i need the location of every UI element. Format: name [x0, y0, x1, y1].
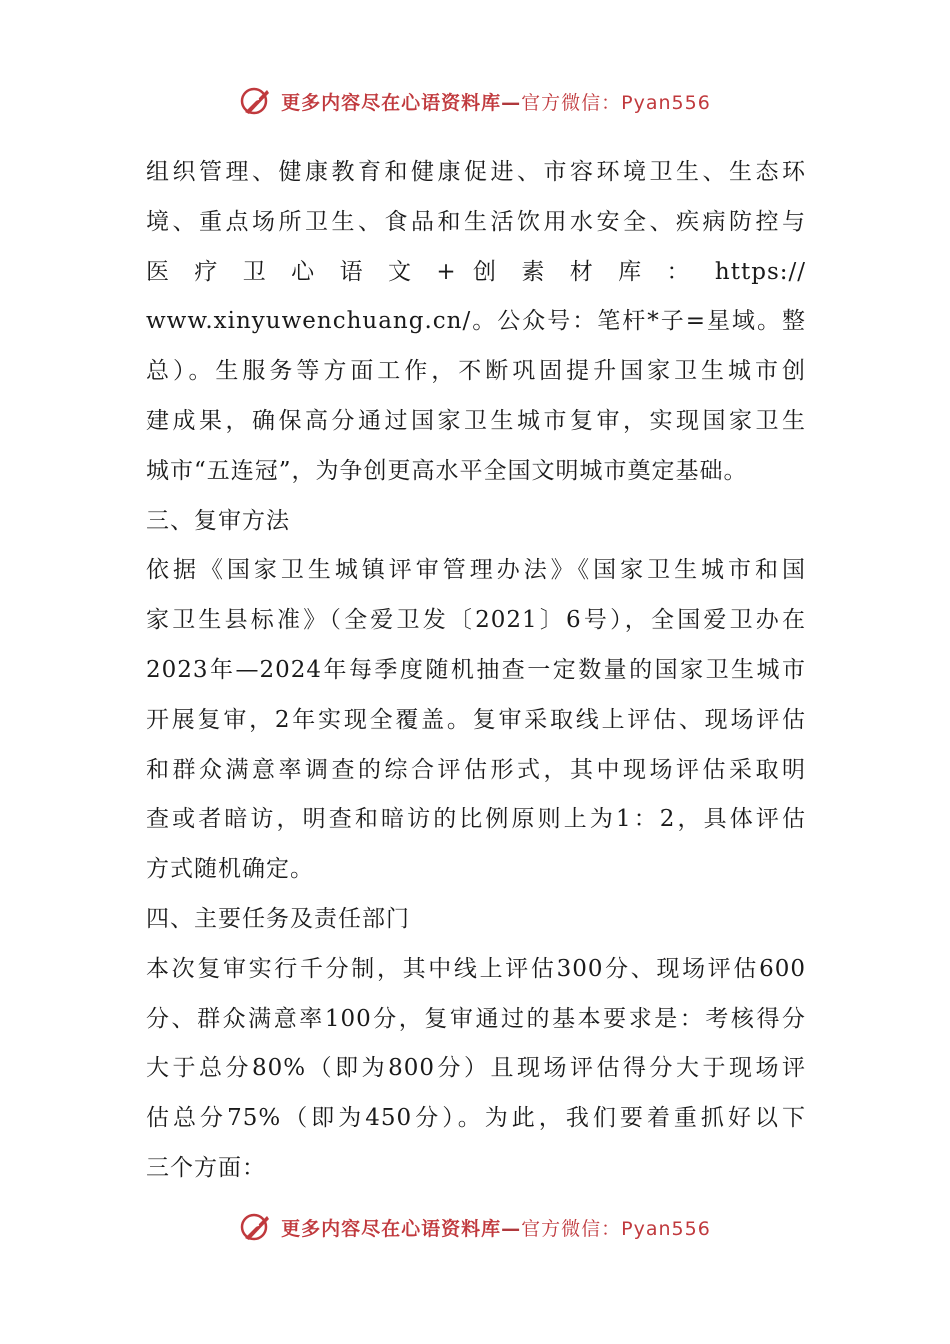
watermark-brand: 更多内容尽在心语资料库 — [281, 1217, 502, 1240]
quill-logo-icon — [239, 1210, 273, 1244]
paragraph-line: 大于总分80%（即为800分）且现场评估得分大于现场评 — [146, 1055, 806, 1082]
paragraph-line: 2023年—2024年每季度随机抽查一定数量的国家卫生城市 — [146, 656, 806, 683]
paragraph-line: 本次复审实行千分制，其中线上评估300分、现场评估600 — [146, 955, 806, 982]
paragraph-line: 和群众满意率调查的综合评估形式，其中现场评估采取明 — [146, 756, 806, 783]
section-heading-3: 三、复审方法 — [146, 507, 290, 534]
paragraph-line: 估总分75%（即为450分）。为此，我们要着重抓好以下 — [146, 1105, 806, 1132]
watermark-text — [281, 1214, 711, 1241]
watermark-text — [281, 88, 711, 115]
watermark-wechat: 官方微信：Pyan556 — [521, 1217, 711, 1240]
paragraph-line: 依据《国家卫生城镇评审管理办法》《国家卫生城市和国 — [146, 557, 806, 584]
paragraph-line: 总）。生服务等方面工作，不断巩固提升国家卫生城市创 — [146, 358, 806, 385]
paragraph-line: 分、群众满意率100分，复审通过的基本要求是：考核得分 — [146, 1005, 806, 1032]
paragraph-line: 组织管理、健康教育和健康促进、市容环境卫生、生态环 — [146, 159, 806, 185]
paragraph-line: 建成果，确保高分通过国家卫生城市复审，实现国家卫生 — [146, 407, 806, 434]
watermark-brand: 更多内容尽在心语资料库 — [281, 91, 502, 114]
paragraph-line: 开展复审，2年实现全覆盖。复审采取线上评估、现场评估 — [146, 706, 806, 733]
paragraph-line: 三个方面： — [146, 1154, 266, 1181]
header-watermark-banner — [0, 84, 950, 118]
paragraph-line: 城市“五连冠”，为争创更高水平全国文明城市奠定基础。 — [146, 457, 748, 484]
paragraph-line: 医 疗 卫 心 语 文 + 创 素 材 库 ： https:// — [146, 258, 806, 285]
watermark-wechat: 官方微信：Pyan556 — [521, 91, 711, 114]
quill-logo-icon — [239, 84, 273, 118]
paragraph-line: 方式随机确定。 — [146, 856, 314, 883]
paragraph-line: 查或者暗访，明查和暗访的比例原则上为1：2，具体评估 — [146, 806, 806, 833]
watermark-dash: — — [501, 91, 522, 114]
paragraph-line: 家卫生县标准》（全爱卫发〔2021〕6号），全国爱卫办在 — [146, 607, 806, 634]
paragraph-line: 境、重点场所卫生、食品和生活饮用水安全、疾病防控与 — [146, 208, 806, 235]
watermark-dash: — — [501, 1217, 522, 1240]
document-body — [146, 148, 806, 1194]
footer-watermark-banner — [0, 1210, 950, 1244]
paragraph-line: www.xinyuwenchuang.cn/。公众号：笔杆*子=星域。整 — [146, 308, 806, 335]
section-heading-4: 四、主要任务及责任部门 — [146, 905, 410, 932]
